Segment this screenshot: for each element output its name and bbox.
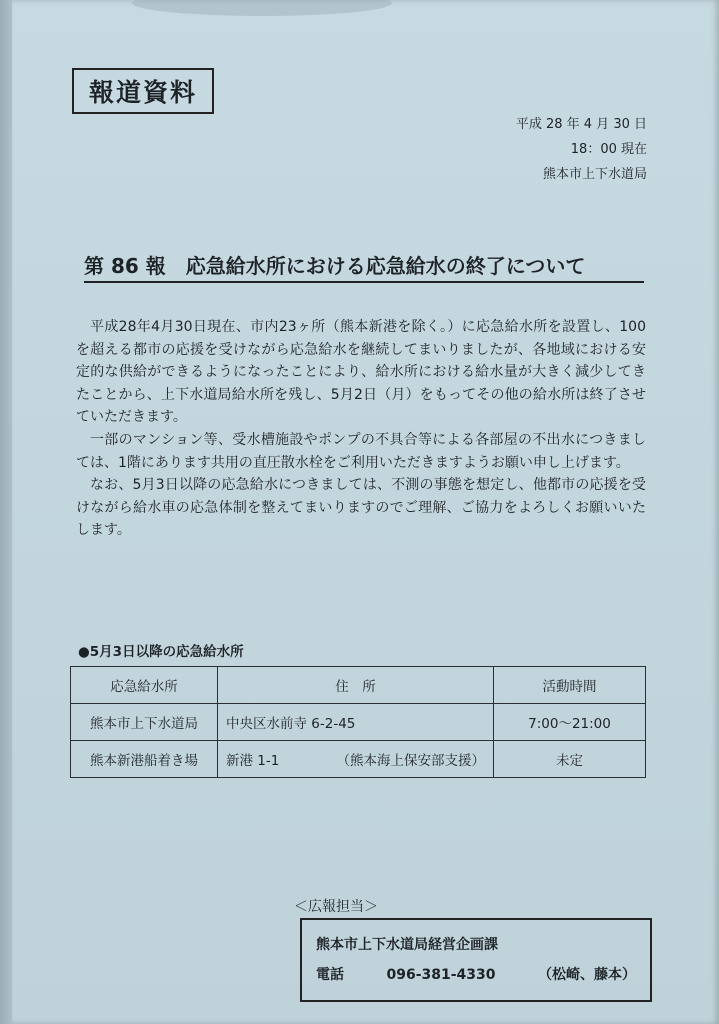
header-address: 住 所 bbox=[218, 667, 494, 704]
table-header-row bbox=[71, 667, 646, 704]
paper-smudge bbox=[132, 0, 392, 16]
body-text bbox=[76, 316, 646, 542]
water-supply-table bbox=[70, 666, 646, 778]
site-name: 熊本市上下水道局 bbox=[71, 704, 218, 741]
table-row bbox=[71, 741, 646, 778]
site-address bbox=[218, 741, 494, 778]
contact-label: ＜広報担当＞ bbox=[294, 899, 378, 915]
header-date: 平成 28 年 4 月 30 日 bbox=[515, 117, 647, 132]
site-hours: 7:00〜21:00 bbox=[494, 704, 646, 741]
document-title: 第 86 報 応急給水所における応急給水の終了について bbox=[84, 250, 644, 283]
address-text: 新港 1-1 bbox=[226, 753, 280, 769]
body-paragraph-1: 平成28年4月30日現在、市内23ヶ所（熊本新港を除く。）に応急給水所を設置し、100を超える都市の応援を受けながら応急給水を継続してまいりましたが、各地域における安定的な供給ができるようになったことにより、給水所における給水量が大きく減少してきたことから、上下水道局給水所を残し、5月2日（月）をもってその他の給水所は終了させていただきます。 bbox=[76, 319, 646, 426]
header-org: 熊本市上下水道局 bbox=[542, 167, 647, 182]
address-text: 中央区水前寺 6-2-45 bbox=[226, 716, 356, 732]
contact-phone-line bbox=[316, 960, 636, 990]
site-address bbox=[218, 704, 494, 741]
body-paragraph-2: 一部のマンション等、受水槽施設やポンプの不具合等による各部屋の不出水につきましては、1階にあります共用の直圧散水栓をご利用いただきますようお願い申し上げます。 bbox=[76, 431, 646, 471]
contact-names: （松崎、藤本） bbox=[537, 967, 636, 983]
table-row bbox=[71, 704, 646, 741]
phone-label: 電話 bbox=[316, 967, 344, 983]
site-hours: 未定 bbox=[494, 741, 646, 778]
header-hours: 活動時間 bbox=[494, 667, 646, 704]
header-site: 応急給水所 bbox=[71, 667, 218, 704]
contact-box bbox=[300, 918, 652, 1002]
address-note: （熊本海上保安部支援） bbox=[336, 753, 485, 769]
body-paragraph-3: なお、5月3日以降の応急給水につきましては、不測の事態を想定し、他都市の応援を受けながら給水車の応急体制を整えてまいりますのでご理解、ご協力をよろしくお願いいたします。 bbox=[76, 477, 646, 539]
press-release-tag: 報道資料 bbox=[72, 68, 214, 114]
header-info bbox=[516, 112, 647, 187]
phone-number: 096-381-4330 bbox=[386, 967, 496, 983]
section-label: ●5月3日以降の応急給水所 bbox=[78, 644, 244, 660]
contact-department: 熊本市上下水道局経営企画課 bbox=[316, 937, 498, 953]
site-name: 熊本新港船着き場 bbox=[71, 741, 218, 778]
header-time: 18：00 現在 bbox=[570, 142, 647, 157]
